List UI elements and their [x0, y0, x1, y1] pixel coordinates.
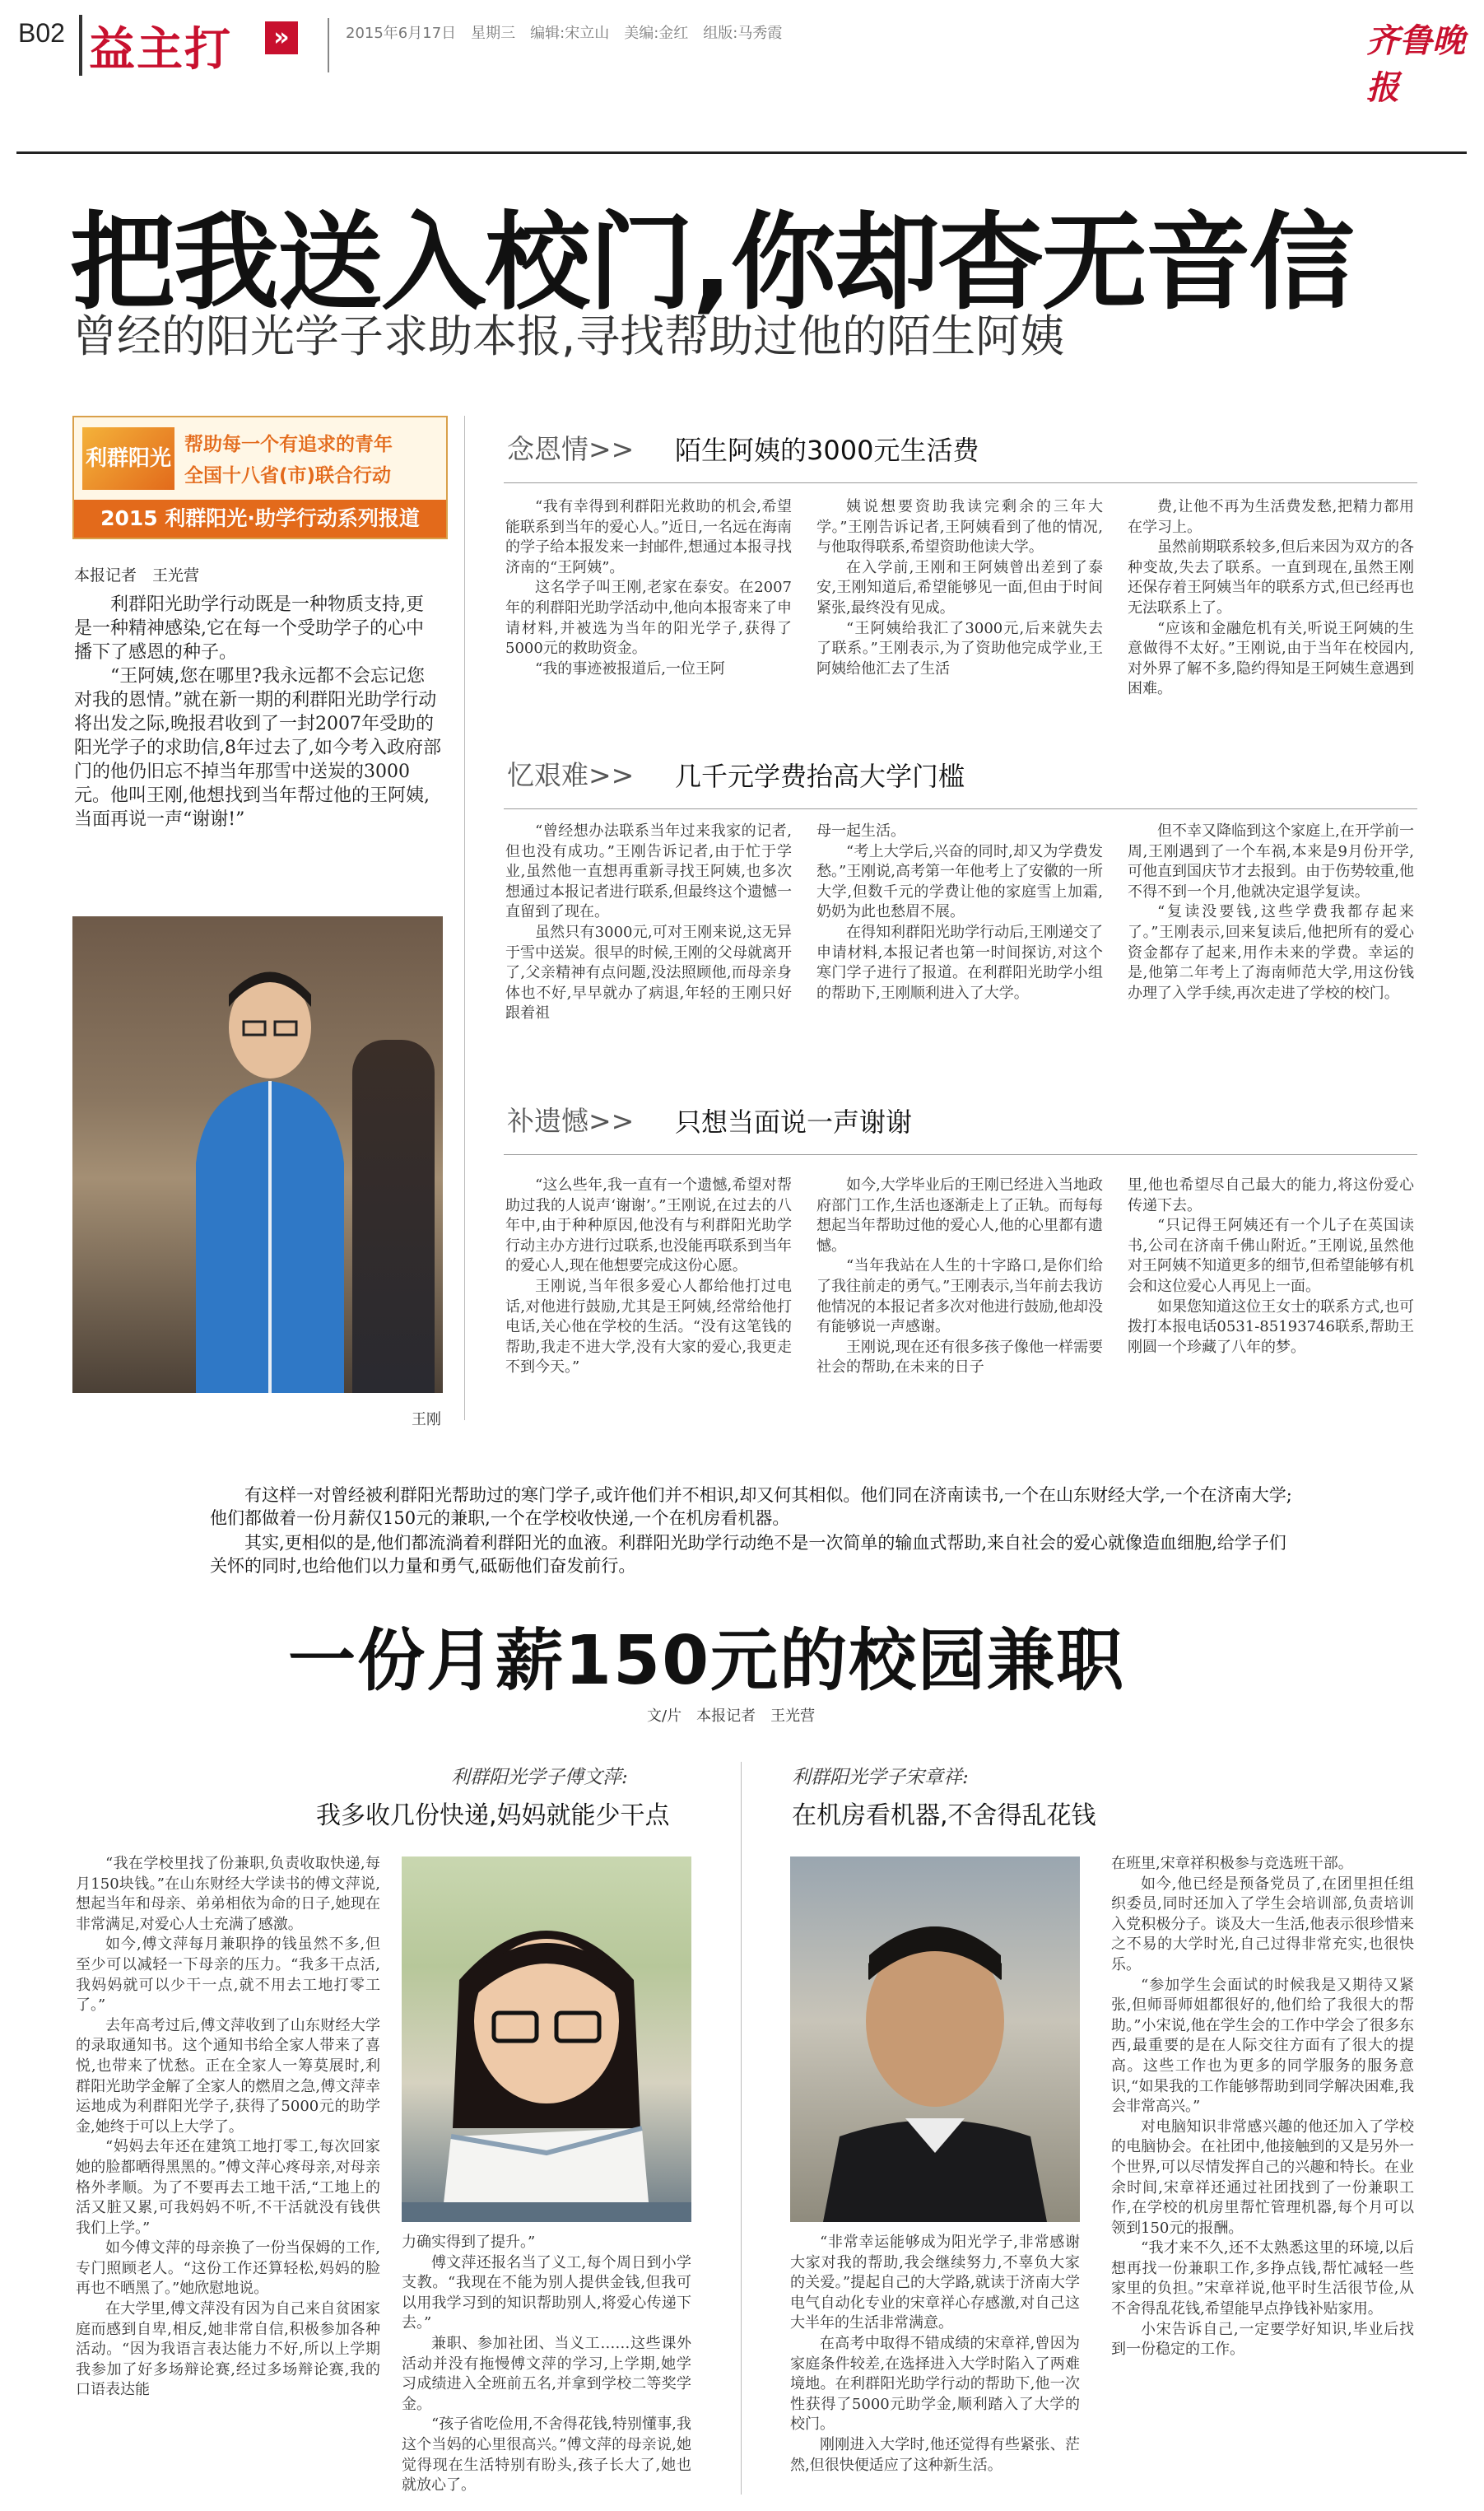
paragraph: 在班里,宋章祥积极参与竞选班干部。 [1111, 1855, 1353, 1872]
second-headline: 一份月薪150元的校园兼职 [288, 1622, 1126, 1700]
header-rule [16, 151, 1467, 154]
paragraph: “王阿姨给我汇了3000元,后来就失去了联系。”王刚表示,为了资助他完成学业,王阿姨给他汇去了生活 [816, 619, 1103, 678]
chevron-right-icon: » [265, 21, 298, 54]
section-rule [504, 1154, 1417, 1155]
intro-paragraph: 其实,更相似的是,他们都流淌着利群阳光的血液。利群阳光助学行动绝不是一次简单的输血式帮助,来自社会的爱心就像造血细胞,给学子们关怀的同时,也给他们以力量和勇气,砥砺他们奋发前行。 [210, 1533, 1286, 1576]
section-label: 念恩情>> [507, 433, 635, 465]
column-divider [741, 1762, 742, 2495]
page-number: B02 [18, 18, 65, 48]
paragraph: 虽然只有3000元,可对王刚来说,这无异于雪中送炭。很早的时候,王刚的父母就离开了,父亲精神有点问题,没法照顾他,而母亲身体也不好,早早就办了病退,年轻的王刚只好跟着祖 [505, 923, 792, 1023]
section-title: 陌生阿姨的3000元生活费 [675, 435, 979, 466]
paragraph: “应该和金融危机有关,听说王阿姨的生意做得不太好。”王刚说,由于当年在校园内,对外界了解不多,隐约得知是王阿姨生意遇到困难。 [1128, 619, 1414, 698]
story-kicker: 利群阳光学子傅文萍: [451, 1767, 628, 1788]
paragraph: 去年高考过后,傅文萍收到了山东财经大学的录取通知书。这个通知书给全家人带来了喜悦,也带来了忧愁。正在全家人一筹莫展时,利群阳光助学金解了全家人的燃眉之急,傅文萍幸运地成为利群阳光学子,获得了5000元的助学金,她终于可以上大学了。 [76, 2016, 380, 2136]
text-column [505, 822, 792, 1069]
issue-meta: 2015年6月17日 星期三 编辑:宋立山 美编:金红 组版:马秀霞 [346, 25, 783, 42]
paragraph: 在得知利群阳光助学行动后,王刚递交了申请材料,本报记者也第一时间探访,对这个寒门学子进行了报道。在利群阳光助学小组的帮助下,王刚顺利进入了大学。 [816, 923, 1103, 1002]
paragraph: 王刚说,当年很多爱心人都给他打过电话,对他进行鼓励,尤其是王阿姨,经常给他打电话,关心他在学校的生活。“没有这笔钱的帮助,我走不进大学,没有大家的爱心,我更走不到今天。” [505, 1277, 792, 1377]
portrait-figure [402, 1856, 691, 2222]
paragraph: 在大学里,傅文萍没有因为自己来自贫困家庭而感到自卑,相反,她非常自信,积极参加各种活动。“因为我语言表达能力不好,所以上学期我参加了好多场辩论赛,经过多场辩论赛,我的口语表达能 [76, 2300, 380, 2399]
text-column [505, 497, 792, 720]
paragraph: “曾经想办法联系当年过来我家的记者,但也没有成功。”王刚告诉记者,由于忙于学业,虽然他一直想再重新寻找王阿姨,也多次想通过本报记者进行联系,但最终这个遗憾一直留到了现在。 [505, 822, 792, 921]
paragraph: 这名学子叫王刚,老家在泰安。在2007年的利群阳光助学活动中,他向本报寄来了申请材料,并被选为当年的阳光学子,获得了5000元的救助资金。 [505, 579, 792, 658]
text-column [816, 1176, 1103, 1419]
text-column [790, 2233, 1080, 2496]
paragraph: “我在学校里找了份兼职,负责收取快递,每月150块钱。”在山东财经大学读书的傅文萍说,想起当年和母亲、弟弟相依为命的日子,她现在非常满足,对爱心人士充满了感激。 [76, 1855, 380, 1933]
section-label: 忆艰难>> [507, 759, 635, 791]
paragraph: “参加学生会面试的时候我是又期待又紧张,但师哥师姐都很好的,他们给了我很大的帮助。”小宋说,他在学生会的工作中学会了很多东西,最重要的是在人际交往方面有了很大的提高。这些工作也为更多的同学服务的服务意识,“如果我的工作能够帮助到同学解决困难,我会非常高兴。” [1111, 1976, 1414, 2116]
story-deck: 在机房看机器,不舍得乱花钱 [792, 1801, 1096, 1830]
lead-paragraph: 利群阳光助学行动既是一种物质支持,更是一种精神感染,它在每一个受助学子的心中播下了感恩的种子。 [74, 594, 424, 663]
section-title: 益主打 [89, 23, 232, 77]
paper-logo: 齐鲁晚报 [1366, 21, 1465, 107]
paragraph: 里,他也希望尽自己最大的能力,将这份爱心传递下去。 [1128, 1176, 1414, 1214]
paragraph: “我的事迹被报道后,一位王阿 [535, 659, 725, 678]
portrait-figure [790, 1856, 1080, 2222]
paragraph: 如果您知道这位王女士的联系方式,也可拨打本报电话0531-85193746联系,帮助王刚圆一个珍藏了八年的梦。 [1128, 1297, 1414, 1356]
paragraph: “我才来不久,还不太熟悉这里的环境,以后想再找一份兼职工作,多挣点钱,帮忙减轻一些家里的负担。”宋章祥说,他平时生活很节俭,从不舍得乱花钱,希望能早点挣钱补贴家用。 [1111, 2239, 1414, 2318]
story-kicker: 利群阳光学子宋章祥: [792, 1767, 969, 1788]
text-column [1128, 822, 1414, 1069]
paragraph: “只记得王阿姨还有一个儿子在英国读书,公司在济南千佛山附近。”王刚说,虽然他对王阿姨不知道更多的细节,但希望能够有机会和这位爱心人再见上一面。 [1128, 1217, 1414, 1295]
paragraph: 小宋告诉自己,一定要学好知识,毕业后找到一份稳定的工作。 [1111, 2320, 1414, 2359]
main-subhead: 曾经的阳光学子求助本报,寻找帮助过他的陌生阿姨 [72, 310, 1065, 362]
paragraph: 在高考中取得不错成绩的宋章祥,曾因为家庭条件较差,在选择进入大学时陷入了两难境地。在利群阳光助学行动的帮助下,他一次性获得了5000元助学金,顺利踏入了大学的校门。 [790, 2334, 1080, 2434]
header-divider [328, 18, 329, 72]
fu-wenping-photo [402, 1856, 691, 2222]
story-deck: 我多收几份快递,妈妈就能少干点 [316, 1801, 670, 1830]
photo-caption: 王刚 [412, 1411, 441, 1428]
paragraph: 在入学前,王刚和王阿姨曾出差到了泰安,王刚知道后,希望能够见一面,但由于时间紧张,最终没有见成。 [816, 558, 1103, 617]
paragraph: 费,让他不再为生活费发愁,把精力都用在学习上。 [1128, 498, 1414, 536]
section-title: 只想当面说一声谢谢 [675, 1106, 913, 1138]
text-column [76, 1854, 380, 2496]
paragraph: 王刚说,现在还有很多孩子像他一样需要社会的帮助,在未来的日子 [816, 1338, 1103, 1377]
lead-paragraphs [74, 593, 441, 832]
paragraph: 如今傅文萍的母亲换了一份当保姆的工作,专门照顾老人。“这份工作还算轻松,妈妈的脸再也不晒黑了。”她欣慰地说。 [76, 2239, 380, 2298]
paragraph: 刚刚进入大学时,他还觉得有些紧张、茫然,但很快便适应了这种新生活。 [790, 2435, 1080, 2474]
section-rule [504, 808, 1417, 809]
text-column [402, 2233, 691, 2496]
campaign-banner [72, 416, 448, 539]
text-column [1128, 1176, 1414, 1419]
liqun-logo: 利群阳光 [82, 427, 174, 490]
portrait-figure [188, 949, 352, 1393]
intro-block [210, 1484, 1301, 1579]
paragraph: 如今,大学毕业后的王刚已经进入当地政府部门工作,生活也逐渐走上了正轨。而每每想起当年帮助过他的爱心人,他的心里都有遗憾。 [816, 1176, 1103, 1255]
main-headline: 把我送入校门,你却杳无音信 [70, 202, 1353, 324]
banner-strip: 2015 利群阳光·助学行动系列报道 [74, 500, 446, 538]
paragraph: “这么些年,我一直有一个遗憾,希望对帮助过我的人说声‘谢谢’。”王刚说,在过去的八年中,由于种种原因,他没有与利群阳光助学行动主办方进行过联系,也没能再联系到当年的爱心人,现在他想要完成这份心愿。 [505, 1176, 792, 1275]
banner-line-2: 全国十八省(市)联合行动 [184, 465, 392, 487]
text-column [1111, 1854, 1414, 2496]
intro-paragraph: 有这样一对曾经被利群阳光帮助过的寒门学子,或许他们并不相识,却又何其相似。他们同在济南读书,一个在山东财经大学,一个在济南大学;他们都做着一份月薪仅150元的兼职,一个在学校收快递,一个在机房看机器。 [210, 1485, 1292, 1528]
header-divider [79, 15, 82, 76]
paragraph: 傅文萍还报名当了义工,每个周日到小学支教。“我现在不能为别人提供金钱,但我可以用我学习到的知识帮助别人,将爱心传递下去。” [402, 2253, 691, 2332]
paragraph: 姨说想要资助我读完剩余的三年大学。”王刚告诉记者,王阿姨看到了他的情况,与他取得联系,希望资助他读大学。 [816, 498, 1103, 557]
text-column [816, 497, 1103, 720]
paragraph: 如今,傅文萍每月兼职挣的钱虽然不多,但至少可以减轻一下母亲的压力。“我多干点活,我妈妈就可以少干一点,就不用去工地打零工了。” [76, 1936, 380, 2015]
text-column [1128, 497, 1414, 720]
paragraph: 如今,他已经是预备党员了,在团里担任组织委员,同时还加入了学生会培训部,负责培训入党积极分子。谈及大一生活,他表示很珍惜来之不易的大学时光,自己过得非常充实,也很快乐。 [1111, 1875, 1414, 1973]
paragraph: 但不幸又降临到这个家庭上,在开学前一周,王刚遇到了一个车祸,本来是9月份开学,可他直到国庆节才去报到。由于伤势较重,他不得不到一个月,他就决定退学复读。 [1128, 822, 1414, 901]
banner-line-1: 帮助每一个有追求的青年 [184, 434, 393, 455]
text-column [505, 1176, 792, 1419]
paragraph: “当年我站在人生的十字路口,是你们给了我往前走的勇气。”王刚表示,当年前去我访他情况的本报记者多次对他进行鼓励,他却没有能够说一声感谢。 [816, 1257, 1103, 1336]
paragraph: 兼职、参加社团、当义工……这些课外活动并没有拖慢傅文萍的学习,上学期,她学习成绩进入全班前五名,并拿到学校二等奖学金。 [402, 2334, 691, 2413]
paragraph: “考上大学后,兴奋的同时,却又为学费发愁。”王刚说,高考第一年他考上了安徽的一所大学,但数千元的学费让他的家庭雪上加霜,奶奶为此也愁眉不展。 [816, 842, 1103, 921]
section-rule [504, 482, 1417, 483]
wang-gang-photo [72, 916, 443, 1393]
lead-paragraph: “王阿姨,您在哪里?我永远都不会忘记您对我的恩情。”就在新一期的利群阳光助学行动将出发之际,晚报君收到了一封2007年受助的阳光学子的求助信,8年过去了,如今考入政府部门的他仍旧忘不掉当年那雪中送炭的3000元。他叫王刚,他想找到当年帮过他的王阿姨,当面再说一声“谢谢!” [74, 666, 441, 830]
section-title: 几千元学费抬高大学门槛 [675, 761, 965, 792]
paragraph: 力确实得到了提升。” [402, 2234, 536, 2251]
paragraph: 对电脑知识非常感兴趣的他还加入了学校的电脑协会。在社团中,他接触到的又是另外一个世界,可以尽情发挥自己的兴趣和特长。在业余时间,宋章祥还通过社团找到了一份兼职工作,在学校的机房里帮忙管理机器,每个月可以领到150元的报酬。 [1111, 2117, 1414, 2237]
paragraph: “孩子省吃俭用,不舍得花钱,特别懂事,我这个当妈的心里很高兴。”傅文萍的母亲说,她觉得现在生活特别有盼头,孩子长大了,她也就放心了。 [402, 2415, 691, 2495]
second-credit: 文/片 本报记者 王光营 [647, 1707, 816, 1725]
paragraph: “我有幸得到利群阳光救助的机会,希望能联系到当年的爱心人。”近日,一名远在海南的学子给本报发来一封邮件,想通过本报寻找济南的“王阿姨”。 [505, 498, 792, 576]
paragraph: “非常幸运能够成为阳光学子,非常感谢大家对我的帮助,我会继续努力,不辜负大家的关爱。”提起自己的大学路,就读于济南大学电气自动化专业的宋章祥心存感激,对自己这大半年的生活非常满意。 [790, 2234, 1080, 2332]
text-column [816, 822, 1103, 1069]
section-label: 补遗憾>> [507, 1105, 635, 1137]
column-divider [464, 416, 465, 1420]
song-zhangxiang-photo [790, 1856, 1080, 2222]
paragraph: 母一起生活。 [816, 822, 905, 840]
paragraph: “复读没要钱,这些学费我都存起来了。”王刚表示,回来复读后,他把所有的爱心资金都存了起来,用作未来的学费。幸运的是,他第二年考上了海南师范大学,用这份钱办理了入学手续,再次走进了学校的校门。 [1128, 903, 1414, 1002]
paragraph: 虽然前期联系较多,但后来因为双方的各种变故,失去了联系。一直到现在,虽然王刚还保存着王阿姨当年的联系方式,但已经再也无法联系上了。 [1128, 538, 1414, 617]
paragraph: “妈妈去年还在建筑工地打零工,每次回家她的脸都晒得黑黑的。”傅文萍心疼母亲,对母亲格外孝顺。为了不要再去工地干活,“工地上的活又脏又累,可我妈妈不听,不干活就没有钱供我们上学。” [76, 2138, 380, 2237]
bystander-figure [352, 1040, 435, 1393]
byline: 本报记者 王光营 [74, 566, 200, 585]
